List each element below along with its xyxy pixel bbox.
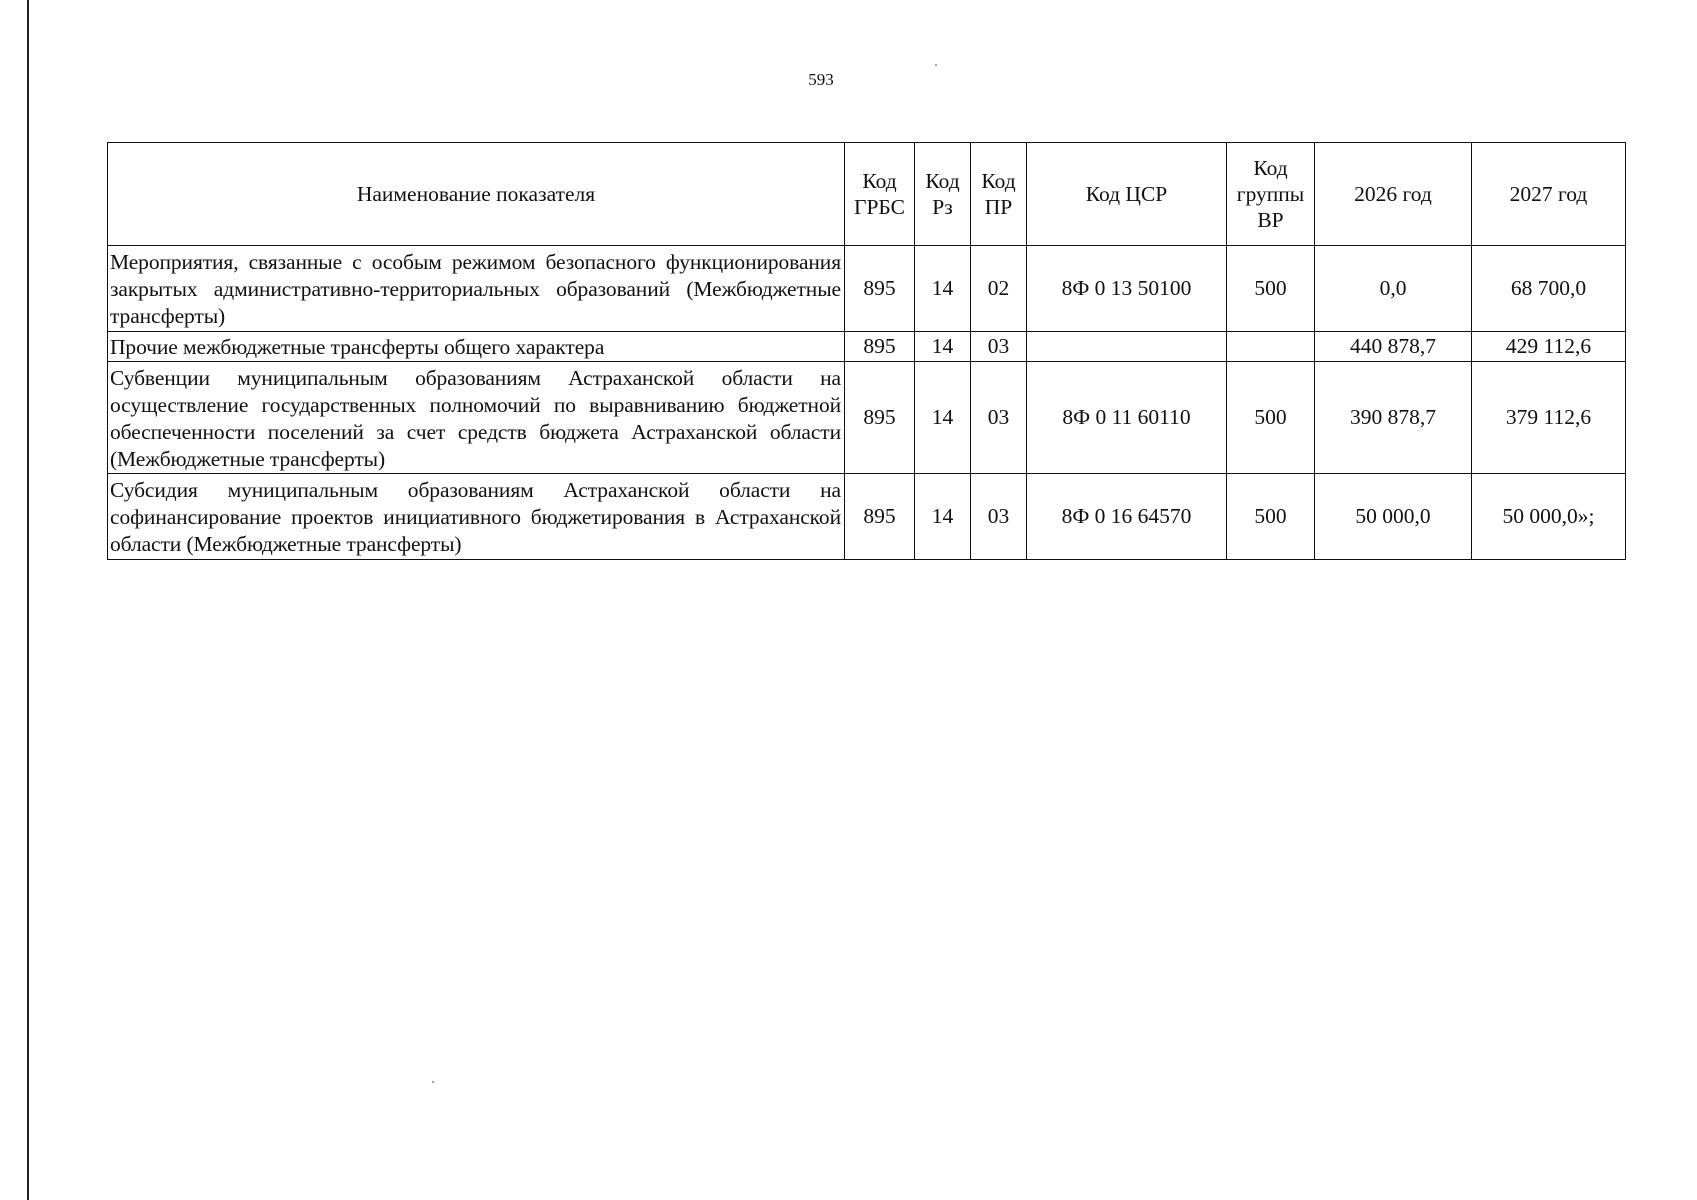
header-rz: Код Рз [915,143,971,246]
budget-table [107,142,1626,560]
row-amount-2027: 50 000,0»; [1472,474,1626,560]
table-row [108,474,1626,560]
header-csr: Код ЦСР [1027,143,1227,246]
row-rz: 14 [915,246,971,332]
row-vr: 500 [1227,246,1315,332]
row-rz: 14 [915,332,971,362]
row-grbs: 895 [845,332,915,362]
row-csr: 8Ф 0 13 50100 [1027,246,1227,332]
row-rz: 14 [915,362,971,474]
row-name: Мероприятия, связанные с особым режимом безопасного функционирования закрытых административно-территориальных образований (Межбюджетные трансферты) [108,246,845,332]
scan-speck [432,1081,434,1083]
row-csr [1027,332,1227,362]
row-grbs: 895 [845,246,915,332]
row-amount-2026: 50 000,0 [1315,474,1472,560]
row-pr: 02 [971,246,1027,332]
header-pr: Код ПР [971,143,1027,246]
header-name: Наименование показателя [108,143,845,246]
row-pr: 03 [971,362,1027,474]
header-year-2026: 2026 год [1315,143,1472,246]
row-name: Субвенции муниципальным образованиям Астраханской области на осуществление государственных полномочий по выравниванию бюджетной обеспеченности поселений за счет средств бюджета Астраханской области (Межбюджетные трансферты) [108,362,845,474]
row-pr: 03 [971,474,1027,560]
table-row [108,362,1626,474]
scan-speck [935,64,937,66]
page-number [0,70,1697,90]
row-amount-2027: 429 112,6 [1472,332,1626,362]
header-grbs: Код ГРБС [845,143,915,246]
row-rz: 14 [915,474,971,560]
page-number-text: 593 [808,70,834,89]
row-amount-2026: 390 878,7 [1315,362,1472,474]
row-amount-2027: 68 700,0 [1472,246,1626,332]
table-header-row [108,143,1626,246]
page-binding-line [27,0,29,1200]
row-csr: 8Ф 0 11 60110 [1027,362,1227,474]
table-row [108,246,1626,332]
row-csr: 8Ф 0 16 64570 [1027,474,1227,560]
row-grbs: 895 [845,474,915,560]
row-vr [1227,332,1315,362]
row-vr: 500 [1227,362,1315,474]
row-pr: 03 [971,332,1027,362]
row-amount-2026: 0,0 [1315,246,1472,332]
row-grbs: 895 [845,362,915,474]
row-name: Прочие межбюджетные трансферты общего характера [108,332,845,362]
row-vr: 500 [1227,474,1315,560]
row-amount-2026: 440 878,7 [1315,332,1472,362]
table-row [108,332,1626,362]
header-year-2027: 2027 год [1472,143,1626,246]
header-vr: Код группы ВР [1227,143,1315,246]
row-name: Субсидия муниципальным образованиям Астраханской области на софинансирование проектов инициативного бюджетирования в Астраханской области (Межбюджетные трансферты) [108,474,845,560]
row-amount-2027: 379 112,6 [1472,362,1626,474]
